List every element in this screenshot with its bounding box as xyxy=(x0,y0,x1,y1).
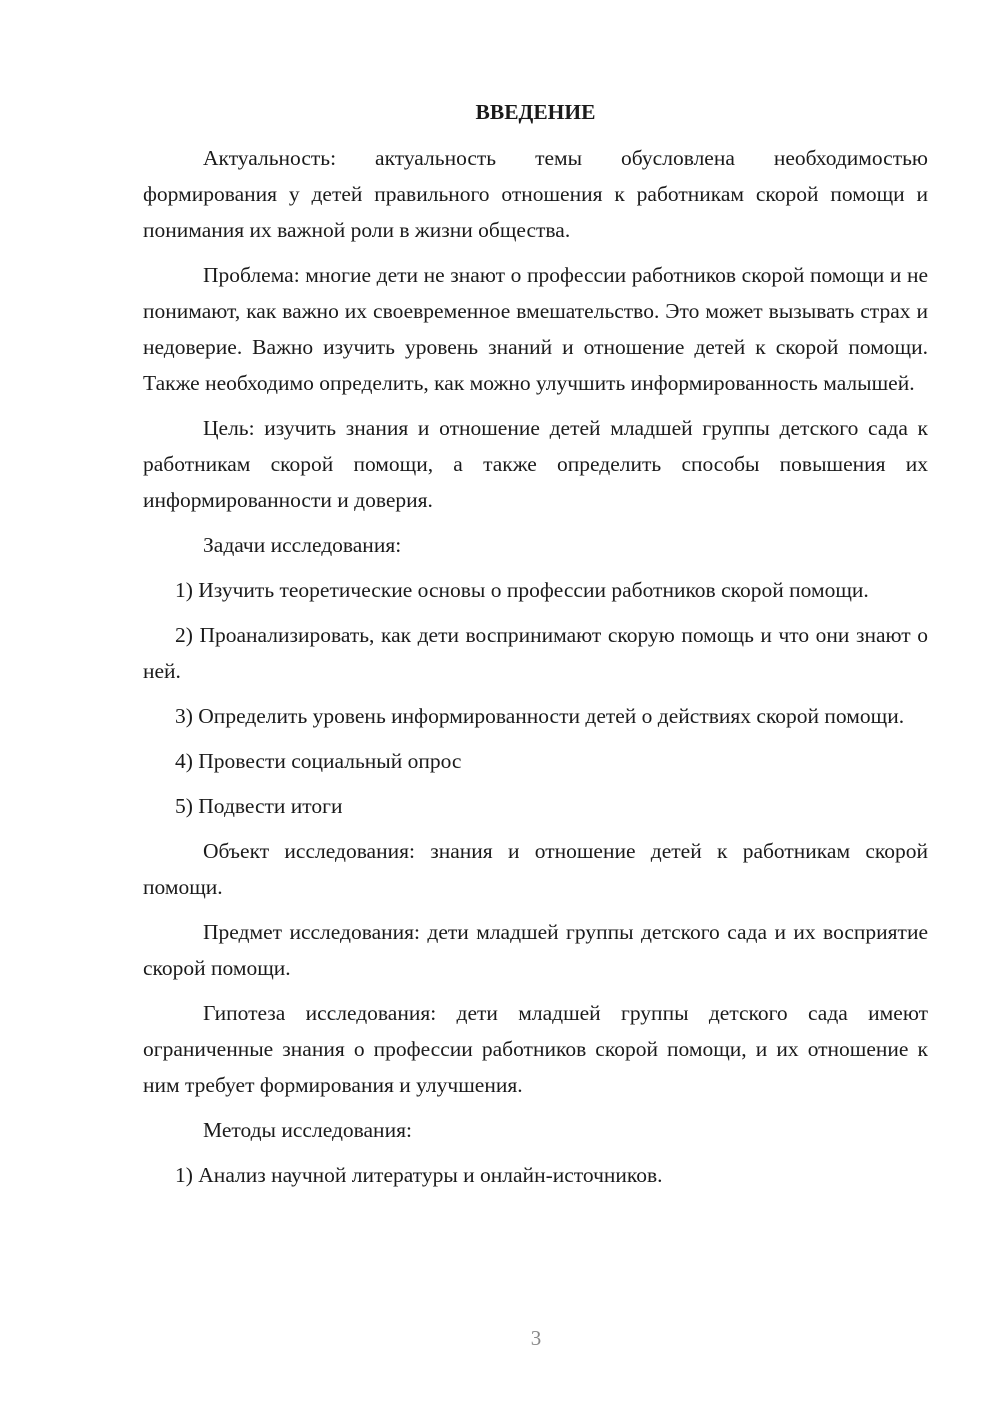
goal-paragraph: Цель: изучить знания и отношение детей младшей группы детского сада к работникам скорой помощи, а также определить способы повышения их информированности и доверия. xyxy=(143,416,928,512)
object-paragraph: Объект исследования: знания и отношение детей к работникам скорой помощи. xyxy=(143,839,928,899)
methods-list xyxy=(143,1157,928,1193)
task-item: 2) Проанализировать, как дети воспринимают скорую помощь и что они знают о ней. xyxy=(143,623,928,683)
page-content xyxy=(143,96,928,1202)
section-heading: ВВЕДЕНИЕ xyxy=(475,100,596,124)
task-item: 4) Провести социальный опрос xyxy=(175,749,462,773)
subject-paragraph: Предмет исследования: дети младшей группы детского сада и их восприятие скорой помощи. xyxy=(143,920,928,980)
tasks-title: Задачи исследования: xyxy=(203,533,402,557)
task-item: 5) Подвести итоги xyxy=(175,794,343,818)
tasks-list xyxy=(143,572,928,824)
task-item: 1) Изучить теоретические основы о профессии работников скорой помощи. xyxy=(175,578,869,602)
relevance-paragraph: Актуальность: актуальность темы обусловлена необходимостью формирования у детей правильного отношения к работникам скорой помощи и понимания их важной роли в жизни общества. xyxy=(143,146,928,242)
page-number: 3 xyxy=(530,1326,542,1350)
hypothesis-paragraph: Гипотеза исследования: дети младшей группы детского сада имеют ограниченные знания о профессии работников скорой помощи, и их отношение к ним требует формирования и улучшения. xyxy=(143,1001,928,1097)
methods-title: Методы исследования: xyxy=(203,1118,412,1142)
problem-paragraph: Проблема: многие дети не знают о профессии работников скорой помощи и не понимают, как важно их своевременное вмешательство. Это может вызывать страх и недоверие. Важно изучить уровень знаний и отношение детей к скорой помощи. Также необходимо определить, как можно улучшить информированность малышей. xyxy=(143,263,928,395)
method-item: 1) Анализ научной литературы и онлайн-источников. xyxy=(175,1163,663,1187)
task-item: 3) Определить уровень информированности детей о действиях скорой помощи. xyxy=(175,704,905,728)
